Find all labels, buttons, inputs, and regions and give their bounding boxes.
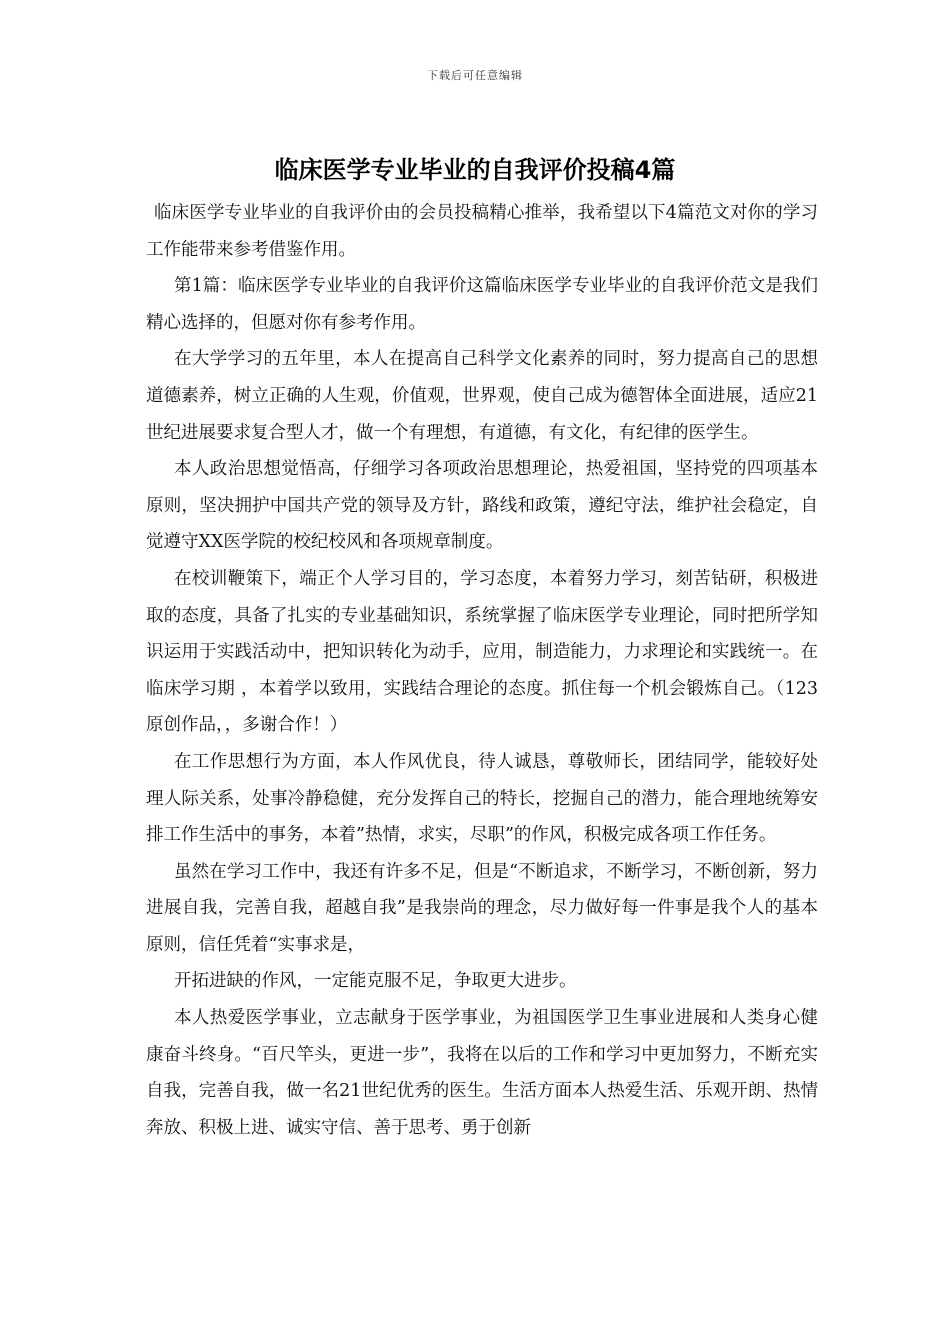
paragraph-article-heading: 第1篇：临床医学专业毕业的自我评价这篇临床医学专业毕业的自我评价范文是我们精心选择的，但愿对你有参考作用。 [146, 276, 818, 333]
paragraph: 本人政治思想觉悟高，仔细学习各项政治思想理论，热爱祖国，坚持党的四项基本原则，坚决拥护中国共产党的领导及方针，路线和政策，遵纪守法，维护社会稳定，自觉遵守XX医学院的校纪校风和各项规章制度。 [146, 459, 818, 553]
paragraph: 在工作思想行为方面，本人作风优良，待人诚恳，尊敬师长，团结同学，能较好处理人际关系，处事冷静稳健，充分发挥自己的特长，挖掘自己的潜力，能合理地统筹安排工作生活中的事务，本着”热情，求实，尽职”的作风，积极完成各项工作任务。 [146, 751, 818, 846]
header-note: 下载后可任意编辑 [427, 69, 523, 82]
paragraph: 在大学学习的五年里，本人在提高自己科学文化素养的同时，努力提高自己的思想道德素养，树立正确的人生观，价值观，世界观，使自己成为德智体全面进展，适应21世纪进展要求复合型人才，做一个有理想，有道德，有文化，有纪律的医学生。 [146, 349, 818, 443]
document-title: 临床医学专业毕业的自我评价投稿4篇 [274, 156, 676, 184]
document-body [146, 195, 818, 1146]
paragraph-intro: 临床医学专业毕业的自我评价由的会员投稿精心推举，我希望以下4篇范文对你的学习工作能带来参考借鉴作用。 [146, 203, 818, 260]
paragraph: 开拓进缺的作风，一定能克服不足，争取更大进步。 [174, 971, 577, 992]
paragraph: 在校训鞭策下，端正个人学习目的，学习态度，本着努力学习，刻苦钻研，积极进取的态度，具备了扎实的专业基础知识，系统掌握了临床医学专业理论，同时把所学知识运用于实践活动中，把知识转化为动手，应用，制造能力，力求理论和实践统一。在临床学习期 ，本着学以致用，实践结合理论的态度。抓住每一个机会锻炼自己。（123 原创作品，，多谢合作！） [146, 568, 818, 736]
paragraph: 本人热爱医学事业，立志献身于医学事业，为祖国医学卫生事业进展和人类身心健康奋斗终身。“百尺竿头，更进一步”，我将在以后的工作和学习中更加努力，不断充实自我，完善自我，做一名21世纪优秀的医生。生活方面本人热爱生活、乐观开朗、热情奔放、积极上进、诚实守信、善于思考、勇于创新 [146, 1008, 818, 1138]
paragraph: 虽然在学习工作中，我还有许多不足，但是“不断追求，不断学习，不断创新，努力进展自我，完善自我，超越自我”是我崇尚的理念，尽力做好每一件事是我个人的基本原则，信任凭着“实事求是， [146, 861, 818, 955]
